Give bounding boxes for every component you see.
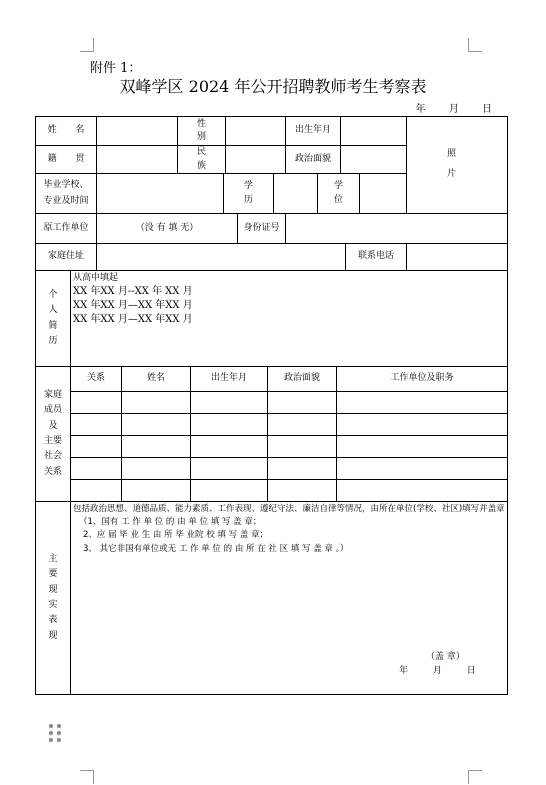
performance-line: （1、国有 工 作 单 位 的 由 单 位 填 写 盖 章； [79,517,262,528]
family-row-cell[interactable] [122,414,191,436]
performance-instructions [73,503,507,556]
political-status-field[interactable] [341,146,407,174]
crop-mark-bottom-left [80,770,94,784]
address-field[interactable] [97,244,346,271]
degree-field[interactable] [360,174,407,214]
family-row-cell[interactable] [122,480,191,502]
family-row-cell[interactable] [71,458,122,480]
family-row-cell[interactable] [268,480,337,502]
performance-line: 包括政治思想、道德品质、能力素质、工作表现、遵纪守法、廉洁自律等情况，由所在单位(学校、社区)填写并盖章 [73,504,505,514]
name-field[interactable] [97,117,178,146]
family-row-cell[interactable] [268,458,337,480]
family-row-cell[interactable] [337,480,507,502]
sign-date: 年 月 日 [399,666,476,676]
resume-line: 从高中填起 [73,273,119,283]
prev-employer-label: 原工作单位 [36,214,97,244]
family-header-political: 政治面貌 [268,367,337,392]
header-date: 年 月 日 [415,104,492,115]
id-number-label: 身份证号 [238,214,286,244]
family-row-cell[interactable] [191,480,268,502]
family-row-cell[interactable] [71,436,122,458]
school-label-line-2: 专业及时间 [43,195,89,206]
school-label-line-1: 毕业学校、 [43,180,89,191]
family-row-cell[interactable] [191,458,268,480]
family-row-cell[interactable] [337,392,507,414]
photo-label: 照 片 [447,149,471,179]
family-row-cell[interactable] [191,414,268,436]
family-header-employer: 工作单位及职务 [337,367,507,392]
family-row-cell[interactable] [268,392,337,414]
family-row-cell[interactable] [191,392,268,414]
family-row-cell[interactable] [268,436,337,458]
performance-line: 3、 其它非国有单位或无 工 作 单 位 的 由 所 在 社 区 填 写 盖 章 。） [83,543,349,554]
phone-field[interactable] [407,244,507,271]
gender-field[interactable] [226,117,286,146]
resume-line: XX 年XX 月—XX 年XX 月 [73,313,193,325]
education-field[interactable] [274,174,318,214]
gender-label: 性 别 [178,117,226,146]
family-header-relation: 关系 [71,367,122,392]
crop-mark-top-left [80,38,94,52]
seal-label: （盖 章） [426,652,465,662]
attachment-label: 附件 1： [90,61,142,76]
family-row-cell[interactable] [71,480,122,502]
family-row-cell[interactable] [337,436,507,458]
prev-employer-field[interactable]: （没 有 填 无） [97,214,238,244]
family-header-birth: 出生年月 [191,367,268,392]
family-row-cell[interactable] [122,436,191,458]
crop-mark-bottom-right [468,770,482,784]
family-row-cell[interactable] [122,458,191,480]
resume-line: XX 年XX 月—XX 年XX 月 [73,299,193,311]
performance-line: 2、应 届 毕 业 生 由 所 毕 业院 校 填 写 盖 章； [83,530,269,541]
id-number-field[interactable] [286,214,507,244]
family-row-cell[interactable] [71,392,122,414]
birth-field[interactable] [341,117,407,146]
performance-label: 主 要 现 实 表 现 [36,502,71,694]
school-label [36,174,97,214]
family-row-cell[interactable] [71,414,122,436]
education-label: 学 历 [224,174,274,214]
native-place-field[interactable] [97,146,178,174]
political-status-label: 政治面貌 [286,146,341,174]
family-row-cell[interactable] [337,414,507,436]
degree-label: 学 位 [318,174,360,214]
school-field[interactable] [97,174,224,214]
resume-label: 个 人 简 历 [36,271,71,367]
name-label: 姓 名 [36,117,97,146]
family-row-cell[interactable] [337,458,507,480]
drag-handle-icon[interactable] [49,724,61,742]
photo-box[interactable] [407,117,507,214]
birth-label: 出生年月 [286,117,341,146]
family-label: 家庭 成员 及 主要 社会 关系 [36,367,71,502]
family-row-cell[interactable] [122,392,191,414]
phone-label: 联系电话 [346,244,407,271]
resume-line: XX 年XX 月--XX 年 XX 月 [73,285,193,297]
family-row-cell[interactable] [191,436,268,458]
family-header-name: 姓名 [122,367,191,392]
family-row-cell[interactable] [268,414,337,436]
crop-mark-top-right [468,38,482,52]
ethnic-field[interactable] [226,146,286,174]
examination-form-table [35,116,508,695]
resume-text [73,272,507,327]
page-title: 双峰学区 2024 年公开招聘教师考生考察表 [119,77,427,96]
ethnic-label: 民 族 [178,146,226,174]
address-label: 家庭住址 [36,244,97,271]
native-place-label: 籍 贯 [36,146,97,174]
